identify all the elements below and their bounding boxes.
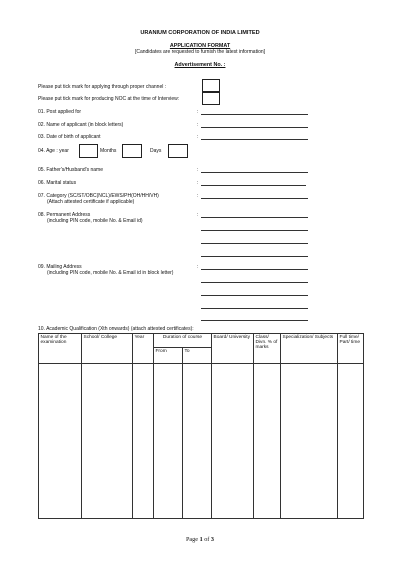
tick-channel-box[interactable] — [202, 79, 220, 92]
perm-address-line-2[interactable] — [201, 230, 308, 231]
perm-address-colon: : — [197, 212, 199, 218]
name-label: 02. Name of applicant (in block letters) — [38, 122, 124, 128]
page-total: 3 — [210, 536, 214, 543]
col-class-header: Class/ Divn. % of marks — [254, 334, 281, 364]
from-cell[interactable] — [154, 364, 183, 519]
page-label: Page — [185, 536, 199, 543]
col-year-header: Year — [133, 334, 154, 364]
page-number: 1 — [199, 536, 203, 543]
post-field[interactable] — [201, 114, 308, 115]
age-label: 04. Age : year — [38, 148, 69, 154]
to-cell[interactable] — [183, 364, 212, 519]
marital-label: 06. Marital status — [38, 180, 77, 186]
form-subtitle: [Candidates are requested to furnish the latest information] — [134, 49, 266, 55]
dob-colon: : — [197, 134, 199, 140]
father-colon: : — [197, 167, 199, 173]
school-cell[interactable] — [82, 364, 133, 519]
advertisement-no: Advertisement No. : — [174, 62, 226, 68]
col-from-header: From — [154, 348, 183, 364]
col-fulltime-header: Full time/ Part/ time — [338, 334, 364, 364]
mail-address-line-4[interactable] — [201, 308, 308, 309]
post-colon: : — [197, 109, 199, 115]
mail-address-line-2[interactable] — [201, 282, 308, 283]
spec-cell[interactable] — [281, 364, 338, 519]
age-months-box[interactable] — [122, 144, 142, 158]
mail-address-label: 09. Mailing Address — [38, 264, 82, 270]
class-cell[interactable] — [254, 364, 281, 519]
col-board-header: Board/ University — [212, 334, 254, 364]
qualification-table — [38, 333, 364, 519]
perm-address-line-3[interactable] — [201, 243, 308, 244]
col-school-header: School/ College — [82, 334, 133, 364]
form-title: APPLICATION FORMAT — [169, 43, 231, 49]
dob-field[interactable] — [201, 139, 308, 140]
age-days-label: Days — [150, 148, 162, 154]
mail-address-note: (including PIN code, mobile No. & Email id in block letter) — [47, 270, 174, 276]
fulltime-cell[interactable] — [338, 364, 364, 519]
perm-address-label: 08. Permanent Address — [38, 212, 91, 218]
page-of: of — [204, 536, 210, 543]
perm-address-line-4[interactable] — [201, 256, 308, 257]
category-label: 07. Category (SC/ST/OBC(NCL)/EWS/PH(OH/HH/VH) — [38, 193, 159, 199]
age-days-box[interactable] — [168, 144, 188, 158]
perm-address-line-1[interactable] — [201, 217, 308, 218]
exam-cell[interactable] — [39, 364, 82, 519]
marital-field[interactable] — [201, 185, 306, 186]
age-year-box[interactable] — [79, 144, 98, 158]
mail-address-line-3[interactable] — [201, 295, 308, 296]
perm-address-note: (including PIN code, mobile No. & Email id) — [47, 218, 143, 224]
tick-noc-label: Please put tick mark for producing NOC at the time of Interview: — [38, 96, 180, 102]
mail-address-line-5[interactable] — [201, 320, 308, 321]
year-cell[interactable] — [133, 364, 154, 519]
father-field[interactable] — [201, 172, 308, 173]
name-field[interactable] — [201, 127, 308, 128]
page-indicator — [0, 536, 400, 543]
category-note: (Attach attested certificate if applicable) — [47, 199, 135, 205]
col-duration-header: Duration of course — [154, 334, 212, 348]
dob-label: 03. Date of birth of applicant — [38, 134, 101, 140]
mail-address-line-1[interactable] — [201, 269, 308, 270]
post-label: 01. Post applied for — [38, 109, 82, 115]
org-name: URANIUM CORPORATION OF INDIA LIMITED — [140, 30, 260, 36]
marital-colon: : — [197, 180, 199, 186]
board-cell[interactable] — [212, 364, 254, 519]
tick-noc-box[interactable] — [202, 92, 220, 105]
col-spec-header: Specialization/ Subjects — [281, 334, 338, 364]
father-label: 05. Father's/Husband's name — [38, 167, 103, 173]
col-exam-header: Name of the examination — [39, 334, 82, 364]
category-colon: : — [197, 193, 199, 199]
category-field[interactable] — [201, 198, 308, 199]
qualification-caption: 10. Academic Qualification (Xth onwards) (attach attested certificates): — [38, 326, 194, 332]
name-colon: : — [197, 122, 199, 128]
mail-address-colon: : — [197, 264, 199, 270]
col-to-header: To — [183, 348, 212, 364]
tick-channel-label: Please put tick mark for applying through proper channel : — [38, 84, 167, 90]
age-months-label: Months — [100, 148, 117, 154]
